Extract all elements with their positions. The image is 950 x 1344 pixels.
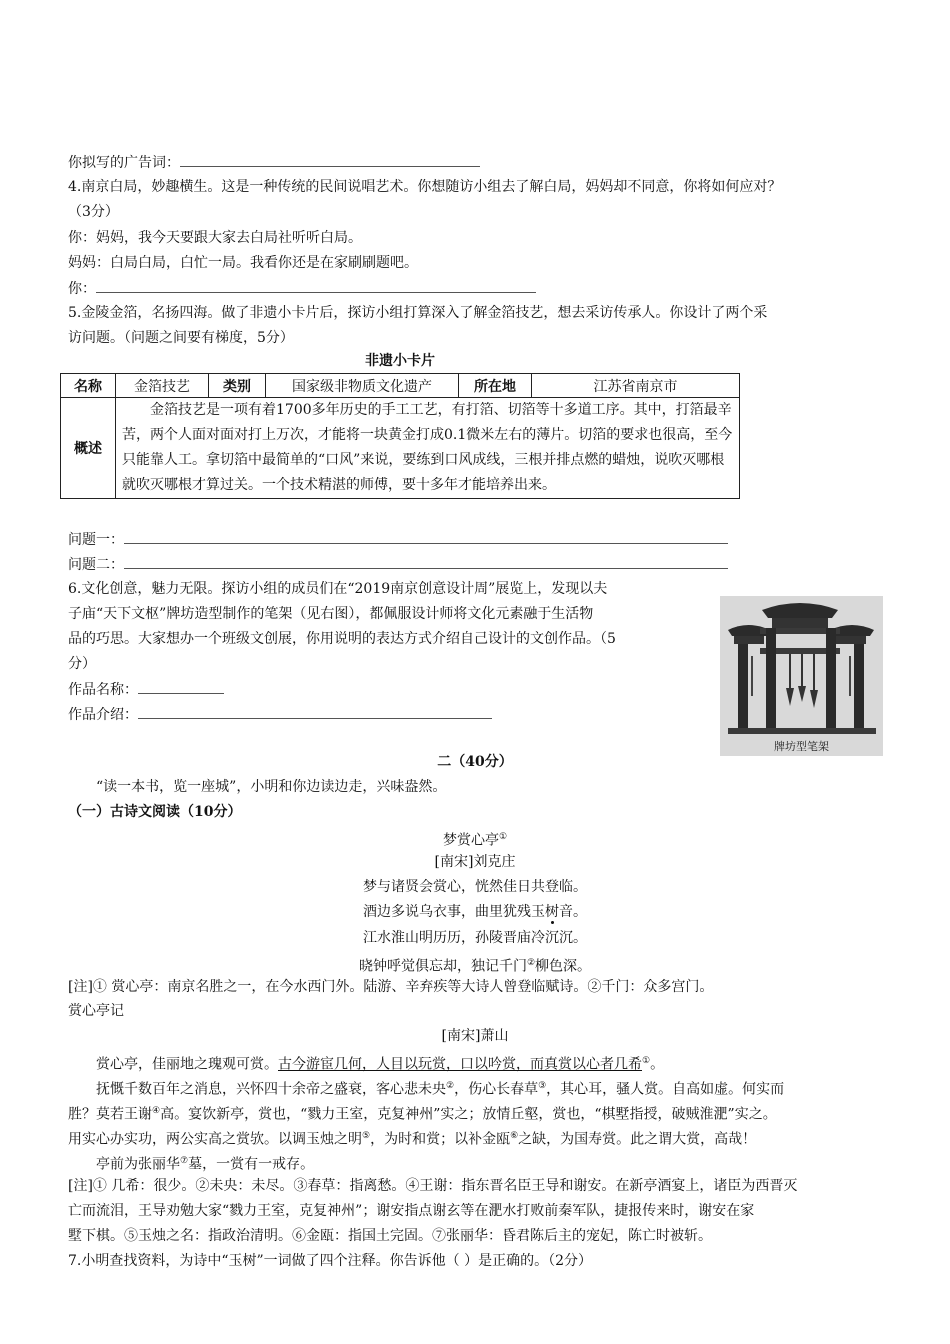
q4-answer-blank[interactable] (96, 278, 536, 293)
essay-para2-1a: 抚慨千数百年之消息，兴怀四十余帝之盛衰，客心悲未央 (96, 1081, 446, 1098)
essay-para3-b: 墓，一赏有一戒存。 (188, 1156, 315, 1173)
essay-para2-line1 (96, 1076, 784, 1100)
q5-question1-label: 问题一： (68, 532, 124, 548)
ad-slogan-blank[interactable] (180, 152, 480, 167)
essay-note2: ② (446, 1081, 455, 1091)
q4-dialog-you: 你：妈妈，我今天要跟大家去白局社听听白局。 (68, 230, 362, 246)
q6-work-name-line (68, 679, 224, 700)
q6-work-intro-line (68, 704, 492, 725)
card-name-value: 金箔技艺 (116, 374, 209, 398)
section-ancient-poetry: （一）古诗文阅读（10分） (68, 804, 242, 820)
q6-prompt-line2: 子庙“天下文枢”牌坊造型制作的笔架（见右图），都佩服设计师将文化元素融于生活物 (68, 606, 594, 622)
card-summary-label: 概述 (61, 398, 116, 499)
q6-work-name-label: 作品名称： (68, 682, 138, 698)
archway-illustration (720, 596, 883, 736)
essay-para2-1b: ，伤心长春草 (454, 1081, 539, 1098)
essay-para1-note: ① (642, 1056, 651, 1066)
essay-note7: ⑦ (180, 1156, 189, 1166)
poem-line4-part-b: 柳色深。 (535, 958, 592, 975)
q4-prompt-line2: （3分） (68, 204, 119, 220)
q6-work-intro-label: 作品介绍： (68, 707, 138, 723)
poem-line2 (60, 902, 890, 922)
q5-question1-line (68, 529, 728, 550)
essay-para2-1c: ，其心耳，骚人赏。自高如虚。何实而 (546, 1081, 785, 1098)
poem-title (60, 827, 890, 851)
card-summary-text: 金箔技艺是一项有着1700多年历史的手工工艺，有打箔、切箔等十多道工序。其中，打箔最辛苦，两个人面对面对打上万次，才能将一块黄金打成0.1微米左右的薄片。切箔的要求也很高，至今只能靠人工。拿切箔中最简单的“口风”来说，要练到口风成线，三根并排点燃的蜡烛，说吹灭哪根就吹灭哪根才算过关。一个技术精湛的师傅，要十多年才能培养出来。 (116, 398, 740, 499)
essay-note3: ③ (538, 1081, 547, 1091)
card-title: 非遗小卡片 (365, 353, 435, 369)
essay-notes-line1: [注]① 几希：很少。②未央：未尽。③春草：指离愁。④王谢：指东晋名臣王导和谢安。在新亭酒宴上，诸臣为西晋灭 (68, 1178, 798, 1194)
essay-para2-3c: 之缺，为国寿赏。此之谓大赏，高哉！ (518, 1131, 757, 1148)
q5-prompt-line2: 访问题。（问题之间要有梯度，5分） (68, 330, 294, 346)
q4-answer-line (68, 278, 536, 299)
poem-emphasis-shu: 树 (545, 904, 559, 920)
essay-para3 (96, 1151, 314, 1175)
essay-para2-line2 (68, 1101, 777, 1125)
part2-intro: “读一本书，览一座城”，小明和你边读边走，兴味盎然。 (96, 779, 447, 795)
card-type-label: 类别 (209, 374, 266, 398)
essay-para1-underlined: 古今游宦几何，人目以玩赏，口以吟赏，而真赏以心者几希 (278, 1056, 642, 1073)
poem-line4-note: ② (526, 958, 536, 968)
essay-note4: ④ (152, 1106, 161, 1116)
photo-caption: 牌坊型笔架 (774, 740, 829, 753)
poem-emphasis-yu: 玉 (531, 904, 545, 920)
q5-question2-blank[interactable] (124, 554, 728, 569)
poem-line3: 江水淮山明历历，孙陵晋庙冷沉沉。 (363, 930, 587, 946)
part2-heading: 二（40分） (437, 754, 513, 770)
essay-para2-line3 (68, 1126, 756, 1150)
q7-prompt: 7.小明查找资料，为诗中“玉树”一词做了四个注释。你告诉他（ ）是正确的。（2分） (68, 1253, 593, 1269)
poem-title-text: 梦赏心亭 (442, 832, 499, 849)
essay-para3-a: 亭前为张丽华 (96, 1156, 180, 1173)
q4-dialog-mom: 妈妈：白局白局，白忙一局。我看你还是在家刷刷题吧。 (68, 255, 418, 271)
q5-question2-line (68, 554, 728, 575)
ad-slogan-label: 你拟写的广告词： (68, 155, 180, 171)
poem-line2-part-d: 音。 (559, 904, 587, 920)
q6-prompt-line3: 品的巧思。大家想办一个班级文创展，你用说明的表达方式介绍自己设计的文创作品。（5 (68, 631, 616, 647)
poem-title-note: ① (498, 832, 508, 842)
essay-para2-2b: 高。宴饮新亭，赏也，“戮力王室，克复神州”实之；放情丘壑，赏也，“棋墅指授，破贼淮淝”实之。 (160, 1106, 777, 1123)
essay-para1 (96, 1051, 664, 1075)
q6-work-intro-blank[interactable] (138, 704, 492, 719)
card-type-value: 国家级非物质文化遗产 (266, 374, 459, 398)
essay-para1-part-a: 赏心亭，佳丽地之瑰观可赏。 (96, 1056, 278, 1073)
poem-notes: [注]① 赏心亭：南京名胜之一，在今水西门外。陆游、辛弃疾等大诗人曾登临赋诗。②千门：众多宫门。 (68, 979, 714, 995)
q5-prompt-line1: 5.金陵金箔，名扬四海。做了非遗小卡片后，探访小组打算深入了解金箔技艺，想去采访传承人。你设计了两个采 (68, 305, 768, 321)
essay-note6: ⑥ (510, 1131, 519, 1141)
essay-para2-2a: 胜？莫若王谢 (68, 1106, 152, 1123)
essay-notes-line3: 墅下棋。⑤玉烛之名：指政治清明。⑥金瓯：指国土完固。⑦张丽华：昏君陈后主的宠妃，陈亡时被斩。 (68, 1228, 712, 1244)
essay-note5: ⑤ (362, 1131, 371, 1141)
poem-line1: 梦与诸贤会赏心，恍然佳日共登临。 (363, 879, 587, 895)
poem-line4-part-a: 晓钟呼觉俱忘却，独记千门 (358, 958, 527, 975)
q5-question2-label: 问题二： (68, 557, 124, 573)
card-name-label: 名称 (61, 374, 116, 398)
essay-para2-3a: 用实心办实功，两公实高之赏欤。以调玉烛之明 (68, 1131, 362, 1148)
card-location-value: 江苏省南京市 (532, 374, 740, 398)
q6-work-name-blank[interactable] (138, 679, 224, 694)
q6-prompt-line1: 6.文化创意，魅力无限。探访小组的成员们在“2019南京创意设计周”展览上，发现以夫 (68, 581, 608, 597)
card-location-label: 所在地 (459, 374, 532, 398)
poem-author: [南宋]刘克庄 (434, 854, 516, 870)
archway-pen-holder-photo (720, 596, 883, 756)
ad-slogan-line (68, 152, 480, 173)
essay-para1-end: 。 (650, 1056, 665, 1073)
poem-line4 (60, 953, 890, 977)
essay-title: 赏心亭记 (68, 1003, 124, 1019)
q6-prompt-line4: 分） (68, 656, 96, 672)
q4-answer-label: 你： (68, 281, 96, 297)
q4-prompt-line1: 4.南京白局，妙趣横生。这是一种传统的民间说唱艺术。你想随访小组去了解白局，妈妈却不同意，你将如何应对？ (68, 179, 782, 195)
essay-para2-3b: ，为时和赏；以补金瓯 (370, 1131, 511, 1148)
heritage-card-table (60, 373, 740, 499)
essay-notes-line2: 亡而流泪，王导劝勉大家“戮力王室，克复神州”；谢安指点谢玄等在淝水打败前秦军队，捷报传来时，谢安在家 (68, 1203, 755, 1219)
poem-line2-part-a: 酒边多说乌衣事，曲里犹残 (363, 904, 531, 920)
q5-question1-blank[interactable] (124, 529, 728, 544)
essay-author: [南宋]萧山 (441, 1028, 509, 1044)
